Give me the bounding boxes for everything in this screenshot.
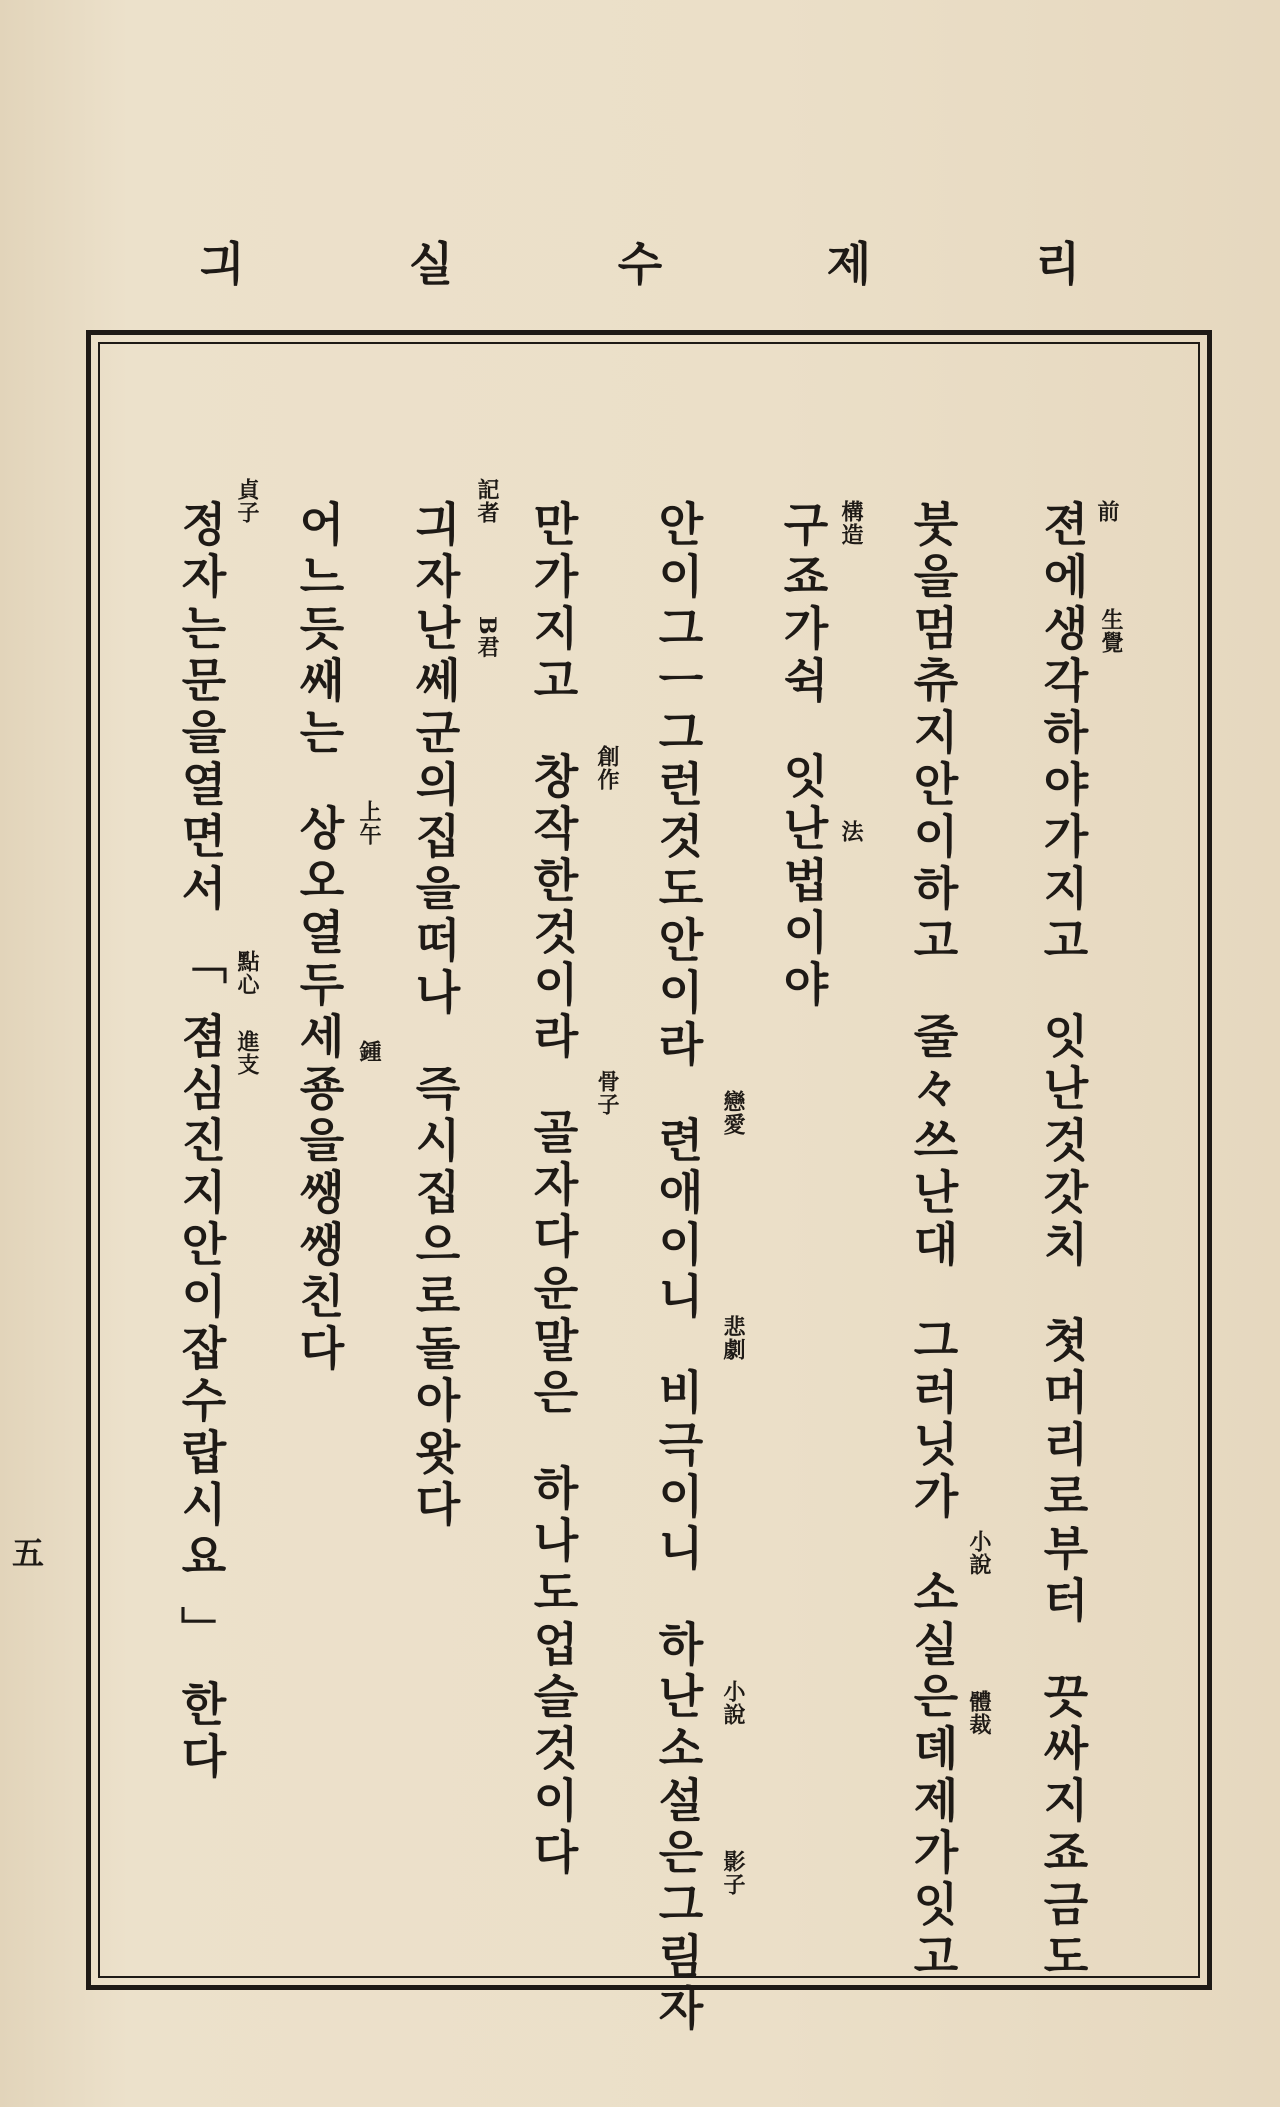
- gloss: 構造: [838, 500, 864, 546]
- gloss: 生覺: [1098, 608, 1124, 654]
- gloss: 創作: [594, 745, 620, 791]
- gloss: 小說: [966, 1530, 992, 1576]
- header-char: 수: [617, 237, 663, 291]
- text-column-3: 구죠가쉭 잇난법이야: [776, 500, 830, 1013]
- gloss: 記者: [474, 478, 500, 524]
- gloss: 骨子: [594, 1070, 620, 1116]
- page-number: 五: [12, 1534, 45, 1572]
- gloss: 貞子: [234, 478, 260, 524]
- gloss: 進支: [234, 1030, 260, 1076]
- gloss: 戀愛: [720, 1090, 746, 1136]
- header-char: 제: [826, 237, 872, 291]
- gloss: B君: [474, 616, 500, 659]
- gloss: 前: [1094, 500, 1120, 523]
- gloss: 悲劇: [720, 1315, 746, 1361]
- text-column-5: 만가지고 창작한것이라 골자다운말은 하나도업슬것이다: [526, 500, 580, 1881]
- text-column-6: 긔자난쎄군의집을떠나 즉시집으로돌아왓다: [408, 500, 462, 1533]
- text-column-4: 안이그ㅡ그런것도안이라 련애이니 비극이니 하난소설은그림자: [651, 500, 705, 2037]
- header-char: 긔: [200, 237, 245, 291]
- text-column-2: 붓을멈츄지안이하고 줄々쓰난대 그러닛가 소실은뎨제가잇고: [906, 500, 960, 1985]
- text-frame-inner-border: [98, 342, 1200, 1978]
- text-column-1: 젼에생각하야가지고 잇난것갓치 쳣머리로부터 끗싸지죠금도: [1036, 500, 1090, 1985]
- gloss: 體裁: [966, 1690, 992, 1736]
- text-column-7: 어느듯쌔는 상오열두세죵을쌩쌩친다: [292, 500, 346, 1377]
- gloss: 法: [838, 820, 864, 843]
- gloss: 上午: [356, 800, 382, 846]
- page-header: [200, 228, 1080, 294]
- gloss: 影子: [720, 1850, 746, 1896]
- gloss: 點心: [234, 950, 260, 996]
- text-column-8: 정자는문을열면서 「 졈심진지안이잡수랍시요 」 한다: [174, 500, 228, 1785]
- gloss: 小說: [720, 1680, 746, 1726]
- header-char: 실: [408, 237, 454, 291]
- header-char: 리: [1035, 237, 1080, 291]
- gloss: 鍾: [356, 1040, 382, 1063]
